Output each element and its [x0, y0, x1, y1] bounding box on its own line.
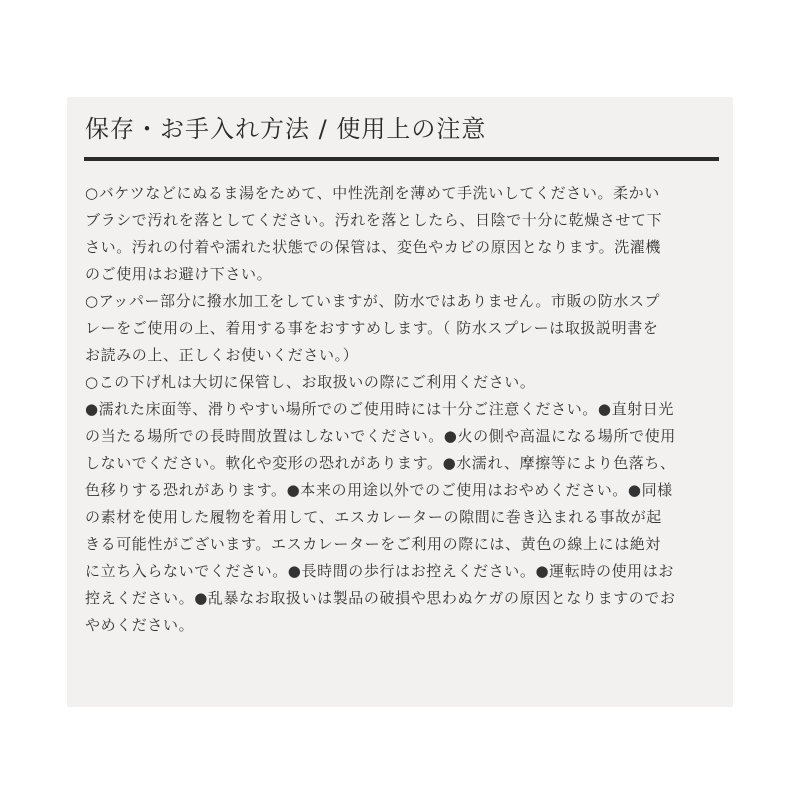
text-line: ○アッパー部分に撥水加工をしていますが、防水ではありません。市販の防水スプ — [85, 292, 661, 310]
text-line: ○バケツなどにぬるま湯をためて、中性洗剤を薄めて手洗いしてください。柔かい — [85, 184, 660, 202]
text-line: に立ち入らないでください。●長時間の歩行はお控えください。●運転時の使用はお — [85, 562, 674, 580]
text-line: 色移りする恐れがあります。●本来の用途以外でのご使用はおやめください。●同様 — [85, 481, 673, 499]
care-instructions-card — [67, 97, 733, 707]
title-underline — [84, 157, 719, 161]
text-line: の素材を使用した履物を着用して、エスカレーターの隙間に巻き込まれる事故が起 — [85, 508, 662, 526]
text-line: きる可能性がございます。エスカレーターをご利用の際には、黄色の線上には絶対 — [85, 535, 662, 553]
text-line: やめください。 — [85, 616, 195, 634]
text-line: しないでください。軟化や変形の恐れがあります。●水濡れ、摩擦等により色落ち、 — [85, 454, 676, 472]
text-line: の当たる場所での長時間放置はしないでください。●火の側や高温になる場所で使用 — [85, 427, 676, 445]
text-line: 控えください。●乱暴なお取扱いは製品の破損や思わぬケガの原因となりますのでお — [85, 589, 676, 607]
text-line: お読みの上、正しくお使いください。） — [85, 346, 359, 364]
instructions-text — [85, 180, 725, 639]
text-line: ブラシで汚れを落としてください。汚れを落としたら、日陰で十分に乾燥させて下 — [85, 211, 663, 229]
text-line: レーをご使用の上、着用する事をおすすめします。（ 防水スプレーは取扱説明書を — [85, 319, 659, 337]
text-line: ●濡れた床面等、滑りやすい場所でのご使用時には十分ご注意ください。●直射日光 — [85, 400, 674, 418]
text-line: のご使用はお避け下さい。 — [85, 265, 273, 283]
text-line: ○この下げ札は大切に保管し、お取扱いの際にご利用ください。 — [85, 373, 536, 391]
text-line: さい。汚れの付着や濡れた状態での保管は、変色やカビの原因となります。洗濯機 — [85, 238, 662, 256]
section-title: 保存・お手入れ方法 / 使用上の注意 — [85, 115, 487, 143]
